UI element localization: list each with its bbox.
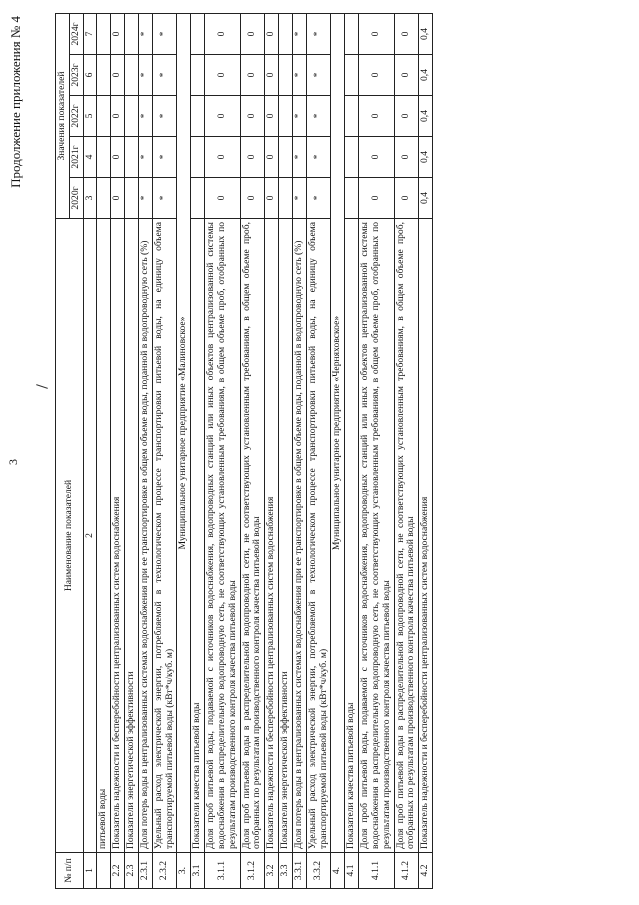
table-row <box>359 13 394 888</box>
value-cell: * <box>306 13 331 54</box>
value-cell <box>97 55 111 96</box>
indicator-name: питьевой воды <box>97 219 111 853</box>
value-cell: 0 <box>359 55 394 96</box>
row-number: 4.2 <box>419 853 433 889</box>
col-number-header: № п/п <box>56 853 84 889</box>
indicator-name: Показатели качества питьевой воды <box>345 219 359 853</box>
indicator-name: Доля проб питьевой воды в распределительной водопроводной сети, не соответствующих установленным требованиям, в общем объеме проб, отобранных по результатам производственного контроля качества питьевой воды <box>394 219 419 853</box>
value-cell <box>125 137 139 178</box>
value-cell: 0 <box>240 137 265 178</box>
row-number: 3.3 <box>279 853 293 889</box>
indicator-name: Удельный расход электрической энергии, потребляемой в технологическом процессе транспортировки питьевой воды, на единицу объема транспортируемой питьевой воды (кВт*ч/куб. м) <box>152 219 177 853</box>
indicator-name: Доля проб питьевой воды, подаваемой с источников водоснабжения, водопроводных станций или иных объектов централизованной системы водоснабжения в распределительную водопроводную сеть, не соответствующих установленным требованиям, в общем объеме проб, отобранных по результатам производственного контроля качества питьевой воды <box>205 219 240 853</box>
indicator-name: Доля проб питьевой воды в распределительной водопроводной сети, не соответствующих установленным требованиям, в общем объеме проб, отобранных по результатам производственного контроля качества питьевой воды <box>240 219 265 853</box>
year-header: 2024г <box>69 13 83 54</box>
value-cell <box>345 96 359 137</box>
table-row <box>152 13 177 888</box>
row-number: 3.1.1 <box>205 853 240 889</box>
table-row <box>394 13 419 888</box>
index-cell: 7 <box>83 13 97 54</box>
table-row <box>265 13 279 888</box>
value-cell: 0 <box>394 96 419 137</box>
row-number: 3.3.1 <box>292 853 306 889</box>
value-cell: * <box>292 178 306 219</box>
value-cell <box>191 137 205 178</box>
value-cell <box>345 178 359 219</box>
row-number <box>97 853 111 889</box>
value-cell: * <box>138 96 152 137</box>
row-number: 3.1 <box>191 853 205 889</box>
value-cell: * <box>306 178 331 219</box>
indicator-name: Показатели энергетической эффективности <box>279 219 293 853</box>
value-cell <box>279 55 293 96</box>
value-cell <box>125 178 139 219</box>
row-number: 2.3.1 <box>138 853 152 889</box>
index-cell: 5 <box>83 96 97 137</box>
value-cell <box>97 13 111 54</box>
index-cell: 4 <box>83 137 97 178</box>
value-cell <box>97 96 111 137</box>
row-number: 3.3.2 <box>306 853 331 889</box>
value-cell: 0 <box>111 55 125 96</box>
value-cell <box>191 178 205 219</box>
value-cell: 0 <box>205 96 240 137</box>
indicator-name: Удельный расход электрической энергии, потребляемой в технологическом процессе транспортировки питьевой воды, на единицу объема транспортируемой питьевой воды (кВт*ч/куб. м) <box>306 219 331 853</box>
row-number: 2.2 <box>111 853 125 889</box>
value-cell: * <box>152 96 177 137</box>
value-cell: 0 <box>265 55 279 96</box>
value-cell: 0 <box>394 137 419 178</box>
value-cell: * <box>152 137 177 178</box>
indicators-table <box>55 13 433 889</box>
value-cell: 0 <box>205 178 240 219</box>
value-cell: 0 <box>205 13 240 54</box>
value-cell <box>191 55 205 96</box>
value-cell: * <box>306 55 331 96</box>
value-cell: 0 <box>205 55 240 96</box>
row-number: 4. <box>331 853 345 889</box>
value-cell: 0 <box>265 137 279 178</box>
indicator-name: Доля потерь воды в централизованных системах водоснабжения при ее транспортировке в общем объеме воды, поданной в водопроводную сеть (%) <box>138 219 152 853</box>
value-cell <box>125 13 139 54</box>
value-cell: 0 <box>394 55 419 96</box>
value-cell <box>345 13 359 54</box>
value-cell: * <box>292 137 306 178</box>
value-cell: 0,4 <box>419 96 433 137</box>
table-row <box>279 13 293 888</box>
value-cell: 0 <box>265 178 279 219</box>
value-cell: 0 <box>265 13 279 54</box>
value-cell: 0 <box>111 13 125 54</box>
value-cell: * <box>306 96 331 137</box>
year-header: 2020г <box>69 178 83 219</box>
value-cell: 0,4 <box>419 137 433 178</box>
value-cell <box>97 178 111 219</box>
row-number: 2.3.2 <box>152 853 177 889</box>
table-row <box>419 13 433 888</box>
table-row <box>125 13 139 888</box>
indicator-name: Показатели энергетической эффективности <box>125 219 139 853</box>
value-cell: * <box>292 55 306 96</box>
value-cell: 0 <box>394 178 419 219</box>
value-cell: 0 <box>205 137 240 178</box>
value-cell: * <box>306 137 331 178</box>
value-cell: * <box>138 13 152 54</box>
table-row <box>205 13 240 888</box>
value-cell <box>279 13 293 54</box>
section-title: Муниципальное унитарное предприятие «Черняховское» <box>331 13 345 852</box>
appendix-caption: Продолжение приложения № 4 <box>8 16 23 188</box>
row-number: 4.1 <box>345 853 359 889</box>
section-title: Муниципальное унитарное предприятие «Малиновское» <box>177 13 191 852</box>
value-cell: 0 <box>359 178 394 219</box>
year-header: 2022г <box>69 96 83 137</box>
value-cell <box>125 55 139 96</box>
row-number: 3.1.2 <box>240 853 265 889</box>
section-row <box>177 13 191 888</box>
value-cell: 0 <box>240 178 265 219</box>
page-number: 3 <box>6 459 20 465</box>
value-cell: 0 <box>240 13 265 54</box>
value-cell <box>125 96 139 137</box>
value-cell: 0,4 <box>419 55 433 96</box>
table-row <box>138 13 152 888</box>
row-number: 3. <box>177 853 191 889</box>
value-cell: * <box>292 96 306 137</box>
col-name-header: Наименование показателей <box>56 219 84 853</box>
value-cell: * <box>152 178 177 219</box>
table-row <box>97 13 111 888</box>
row-number: 4.1.2 <box>394 853 419 889</box>
value-cell: 0 <box>359 96 394 137</box>
value-cell: 0 <box>394 13 419 54</box>
value-cell <box>345 137 359 178</box>
value-cell: 0 <box>240 55 265 96</box>
year-header: 2023г <box>69 55 83 96</box>
value-cell <box>279 96 293 137</box>
value-cell <box>279 178 293 219</box>
indicator-name: Показатель надежности и бесперебойности централизованных систем водоснабжения <box>265 219 279 853</box>
value-cell: 0 <box>359 137 394 178</box>
indicator-name: Показатель надежности и бесперебойности централизованных систем водоснабжения <box>111 219 125 853</box>
section-row <box>331 13 345 888</box>
indicator-name: Доля проб питьевой воды, подаваемой с источников водоснабжения, водопроводных станций или иных объектов централизованной системы водоснабжения в распределительную водопроводную сеть, не соответствующих установленным требованиям, в общем объеме проб, отобранных по результатам производственного контроля качества питьевой воды <box>359 219 394 853</box>
table-row <box>191 13 205 888</box>
index-cell: 6 <box>83 55 97 96</box>
value-cell: 0 <box>111 96 125 137</box>
table-row <box>345 13 359 888</box>
value-cell: * <box>152 55 177 96</box>
row-number: 2.3 <box>125 853 139 889</box>
value-cell: * <box>152 13 177 54</box>
value-cell: 0 <box>111 137 125 178</box>
indicator-name: Показатель надежности и бесперебойности централизованных систем водоснабжения <box>419 219 433 853</box>
table-row <box>240 13 265 888</box>
pen-mark <box>36 384 48 389</box>
value-cell: * <box>292 13 306 54</box>
value-cell <box>191 13 205 54</box>
indicator-name: Показатели качества питьевой воды <box>191 219 205 853</box>
value-cell: 0 <box>111 178 125 219</box>
value-cell: * <box>138 55 152 96</box>
value-cell <box>191 96 205 137</box>
table-row <box>111 13 125 888</box>
col-values-header: Значения показателей <box>56 13 70 218</box>
table-row <box>292 13 306 888</box>
row-number: 3.2 <box>265 853 279 889</box>
value-cell: * <box>138 137 152 178</box>
index-cell: 2 <box>83 219 97 853</box>
indicator-name: Доля потерь воды в централизованных системах водоснабжения при ее транспортировке в общем объеме воды, поданной в водопроводную сеть (%) <box>292 219 306 853</box>
value-cell <box>279 137 293 178</box>
table-row <box>306 13 331 888</box>
index-cell: 1 <box>83 853 97 889</box>
value-cell: 0,4 <box>419 178 433 219</box>
row-number: 4.1.1 <box>359 853 394 889</box>
year-header: 2021г <box>69 137 83 178</box>
value-cell <box>97 137 111 178</box>
value-cell: 0 <box>240 96 265 137</box>
value-cell: 0 <box>265 96 279 137</box>
value-cell: 0,4 <box>419 13 433 54</box>
index-cell: 3 <box>83 178 97 219</box>
index-row <box>83 13 97 888</box>
value-cell: 0 <box>359 13 394 54</box>
value-cell: * <box>138 178 152 219</box>
value-cell <box>345 55 359 96</box>
